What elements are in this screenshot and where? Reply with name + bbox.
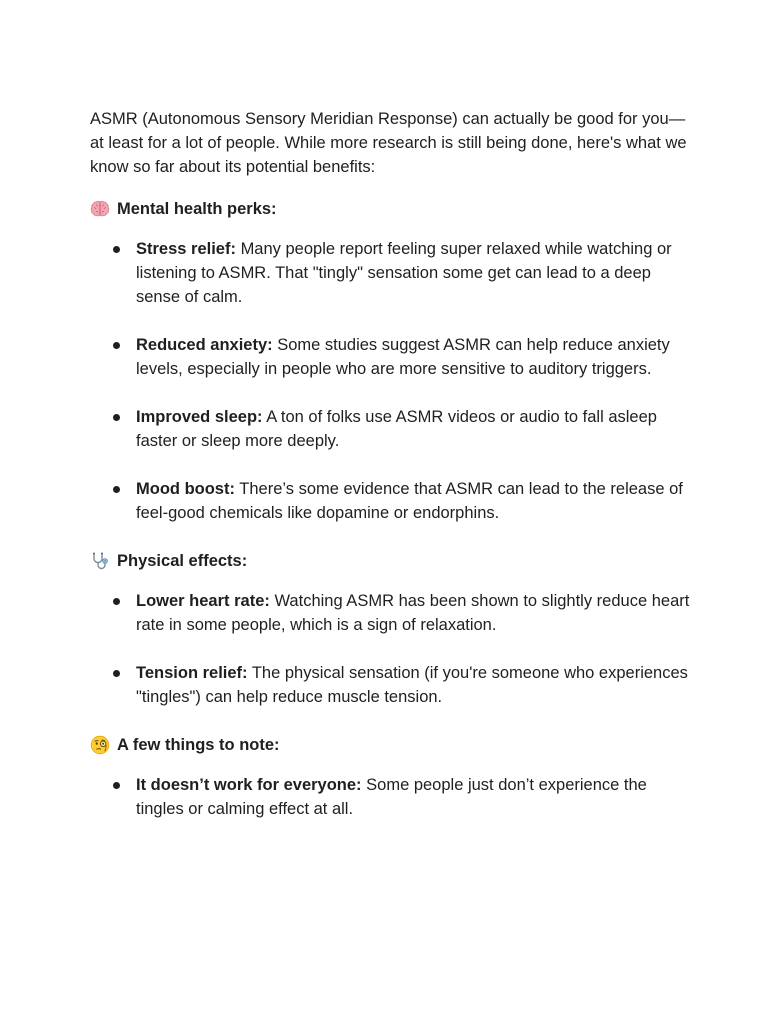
- section-heading-text: A few things to note:: [117, 736, 280, 754]
- section-heading: [90, 197, 690, 221]
- section-mental-health: [90, 197, 690, 525]
- section-heading-text: Physical effects:: [117, 552, 248, 570]
- section-physical-effects: [90, 549, 690, 709]
- item-term: Lower heart rate:: [136, 592, 270, 610]
- list-item: [90, 405, 690, 453]
- bullet-list: [90, 773, 690, 821]
- bullet-list: [90, 589, 690, 709]
- monocle-face-icon: [90, 735, 110, 755]
- list-item: [90, 589, 690, 637]
- item-text: Some studies suggest ASMR can help reduce anxiety levels, especially in people who are more sensitive to auditory triggers.: [136, 336, 670, 378]
- list-item: [90, 477, 690, 525]
- bullet-dot: [113, 486, 120, 493]
- brain-icon: [90, 199, 110, 219]
- bullet-dot: [113, 246, 120, 253]
- bullet-dot: [113, 598, 120, 605]
- bullet-dot: [113, 782, 120, 789]
- list-item: [90, 661, 690, 709]
- section-heading: [90, 733, 690, 757]
- item-term: Improved sleep:: [136, 408, 263, 426]
- item-text: Some people just don’t experience the tingles or calming effect at all.: [136, 776, 647, 818]
- bullet-dot: [113, 342, 120, 349]
- item-text: There’s some evidence that ASMR can lead to the release of feel-good chemicals like dopamine or endorphins.: [136, 480, 683, 522]
- item-term: It doesn’t work for everyone:: [136, 776, 362, 794]
- section-heading-text: Mental health perks:: [117, 200, 277, 218]
- bullet-dot: [113, 670, 120, 677]
- section-things-to-note: [90, 733, 690, 821]
- item-text: The physical sensation (if you're someone who experiences "tingles") can help reduce muscle tension.: [136, 664, 688, 706]
- item-term: Reduced anxiety:: [136, 336, 273, 354]
- bullet-dot: [113, 414, 120, 421]
- item-term: Mood boost:: [136, 480, 235, 498]
- item-term: Tension relief:: [136, 664, 248, 682]
- list-item: [90, 237, 690, 309]
- list-item: [90, 773, 690, 821]
- item-term: Stress relief:: [136, 240, 236, 258]
- document-page: [90, 107, 690, 845]
- item-text: Watching ASMR has been shown to slightly reduce heart rate in some people, which is a sign of relaxation.: [136, 592, 690, 634]
- bullet-list: [90, 237, 690, 525]
- section-heading: [90, 549, 690, 573]
- stethoscope-icon: [90, 551, 110, 571]
- item-text: Many people report feeling super relaxed while watching or listening to ASMR. That "tingly" sensation some get can lead to a deep sense of calm.: [136, 240, 672, 306]
- list-item: [90, 333, 690, 381]
- intro-paragraph: ASMR (Autonomous Sensory Meridian Response) can actually be good for you—at least for a lot of people. While more research is still being done, here's what we know so far about its potential benefits:: [90, 110, 687, 176]
- item-text: A ton of folks use ASMR videos or audio to fall asleep faster or sleep more deeply.: [136, 408, 657, 450]
